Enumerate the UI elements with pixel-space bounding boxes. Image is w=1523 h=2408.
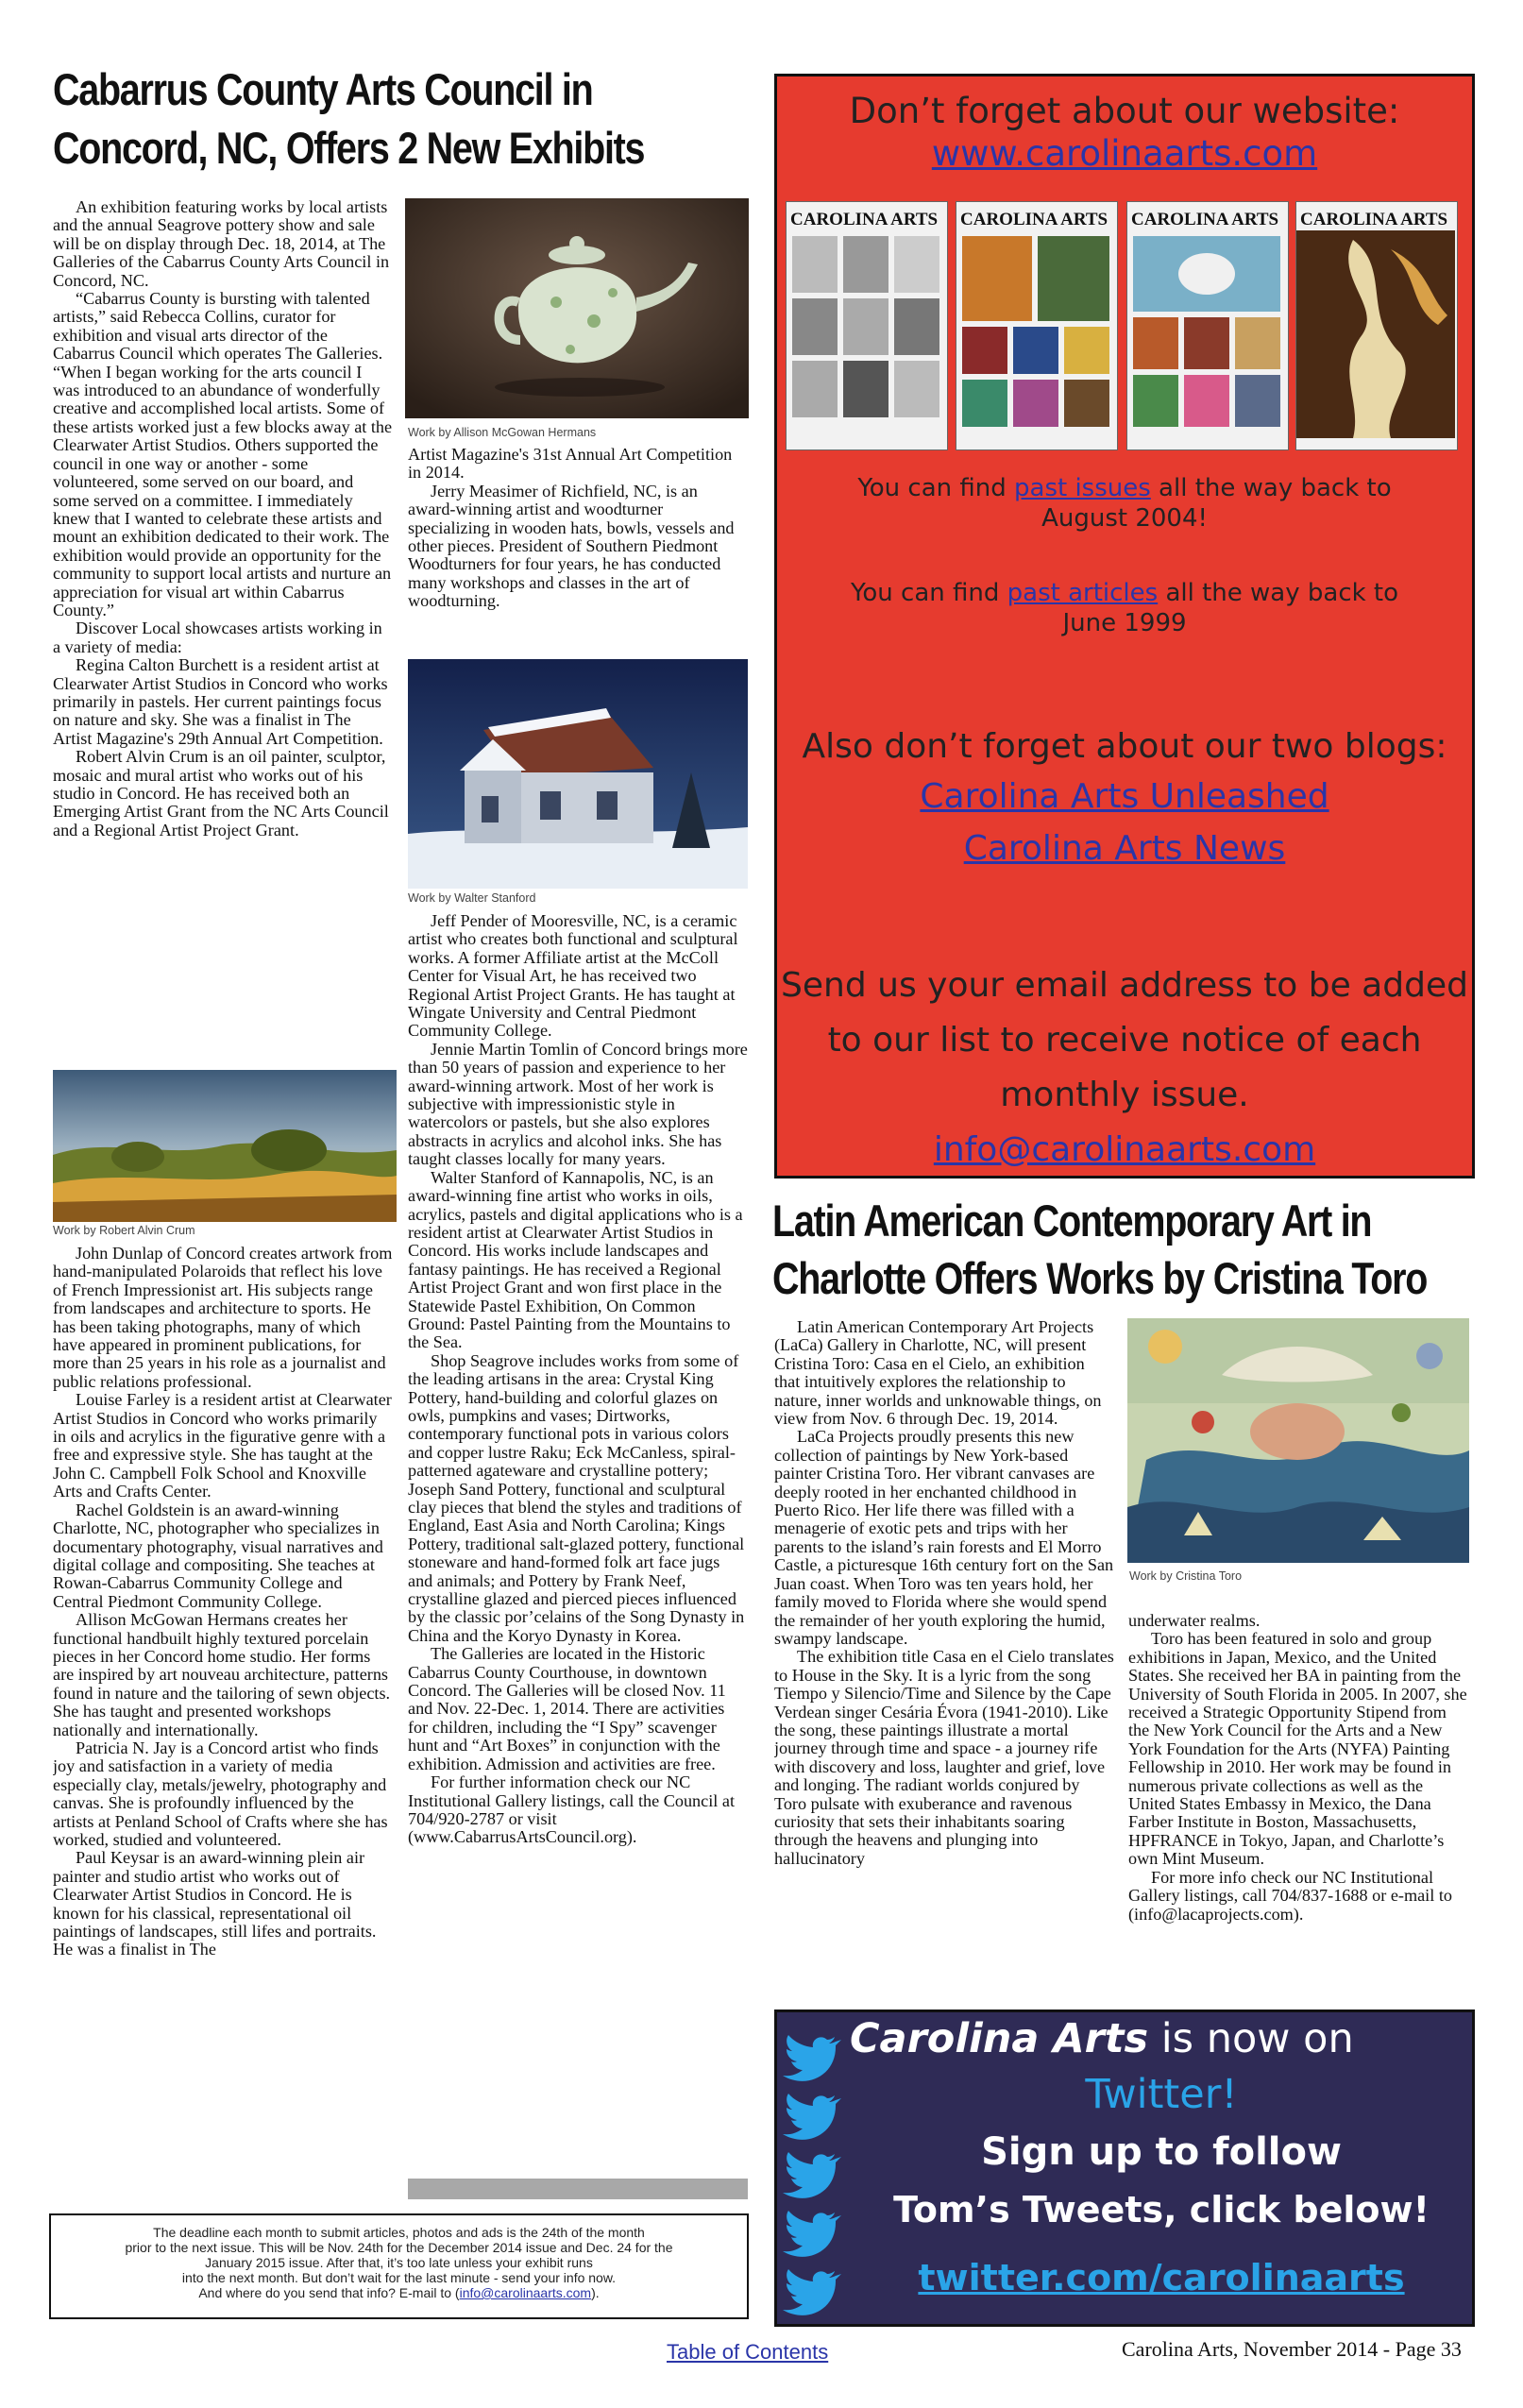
twitter-line3: Sign up to follow <box>981 2130 1342 2174</box>
deadline-line5-post: ). <box>591 2285 600 2300</box>
issue-cover-2[interactable] <box>956 201 1118 450</box>
past-issues-line2: August 2004! <box>1041 504 1208 533</box>
deadline-line5 <box>51 2285 747 2300</box>
paragraph: Patricia N. Jay is a Concord artist who finds joy and satisfaction in a variety of media especially clay, metals/jewelry, photography and canvas. She is profoundly influenced by the artists at Penland School of Crafts where she has worked, studied and volunteered. <box>53 1738 388 1849</box>
photo-cristina-toro <box>1127 1318 1469 1563</box>
article2-title-line1: Latin American Contemporary Art in <box>772 1196 1372 1246</box>
twitter-line4: Tom’s Tweets, click below! <box>893 2189 1430 2230</box>
cover-masthead: CAROLINA ARTS <box>1131 210 1279 229</box>
past-issues-link[interactable]: past issues <box>1014 474 1151 502</box>
twitter-bird-icon <box>783 2094 841 2140</box>
blog-link-news[interactable]: Carolina Arts News <box>963 829 1286 868</box>
footer-toc-line <box>667 2340 828 2365</box>
twitter-line1 <box>850 2015 1473 2062</box>
promo-website-heading: Don’t forget about our website: <box>849 91 1400 131</box>
deadline-line1: The deadline each month to submit articles, photos and ads is the 24th of the month <box>153 2225 645 2240</box>
paragraph: Regina Calton Burchett is a resident artist at Clearwater Artist Studios in Concord who works primarily in pastels. Her current paintings focus on nature and sky. She was a finalist in The Artist Magazine's 29th Annual Art Competition. <box>53 655 388 748</box>
issue-cover-3[interactable] <box>1126 201 1289 450</box>
paragraph: An exhibition featuring works by local artists and the annual Seagrove pottery show and sale will be on display through Dec. 18, 2014, at The Galleries of the Cabarrus County Arts Council in Concord, NC. <box>53 198 390 290</box>
email-line3: monthly issue. <box>1000 1076 1249 1114</box>
twitter-line2: Twitter! <box>1085 2071 1238 2118</box>
paragraph: Artist Magazine's 31st Annual Art Competition in 2014. <box>408 446 733 483</box>
paragraph: Rachel Goldstein is an award-winning Charlotte, NC, photographer who specializes in documentary photography, visual narratives and digital collage and compositing. She teaches at Rowan-Cabarrus Community College and Central Piedmont Community College. <box>53 1500 383 1611</box>
past-articles-line2: June 1999 <box>1062 609 1187 637</box>
twitter-bird-icon <box>783 2211 841 2257</box>
issue-cover-1[interactable] <box>786 201 948 450</box>
blogs-heading: Also don’t forget about our two blogs: <box>802 727 1447 766</box>
paragraph: Jeff Pender of Mooresville, NC, is a ceramic artist who creates both functional and sculptural works. A former Affiliate artist at the McColl Center for Visual Art, he has received two Regional Artist Project Grants. He has taught at Wingate University and Central Piedmont Community College. <box>408 912 738 1041</box>
article1-col1-bottom <box>53 1245 393 2203</box>
paragraph: Latin American Contemporary Art Projects (LaCa) Gallery in Charlotte, NC, will present Cristina Toro: Casa en el Cielo, an exhibition that intuitively explores the relationship to nature, inner worlds and unknowable things, on view from Nov. 6 through Dec. 19, 2014. <box>774 1318 1102 1429</box>
blog-link-unleashed[interactable]: Carolina Arts Unleashed <box>920 777 1329 816</box>
past-issues-pre: You can find <box>857 474 1015 502</box>
past-articles-text <box>777 578 1472 638</box>
deadline-notice-box <box>49 2213 749 2319</box>
paragraph: For more info check our NC Institutional Gallery listings, call 704/837-1688 or e-mail to (info@lacaprojects.com). <box>1128 1867 1452 1924</box>
article1-title-line1: Cabarrus County Arts Council in <box>53 64 593 114</box>
blog-link-news-line <box>777 829 1472 868</box>
email-line2: to our list to receive notice of each <box>827 1021 1422 1060</box>
article2-title-line2: Charlotte Offers Works by Cristina Toro <box>772 1253 1428 1303</box>
cover-masthead: CAROLINA ARTS <box>1300 210 1448 229</box>
paragraph: The exhibition title Casa en el Cielo translates to House in the Sky. It is a lyric from the song Tiempo y Silencio/Time and Silence by the Cape Verdean singer Cesária Évora (1941-2010). Like the song, these paintings illustrate a mortal journey through time and space - a journey rife with discovery and loss, laughter and grief, love and longing. The radiant worlds conjured by Toro pulsate with exuberance and ravenous curiosity that sets their inhabitants soaring through the heavens and plunging into hallucinatory <box>774 1647 1114 1868</box>
twitter-link[interactable]: twitter.com/carolinaarts <box>918 2257 1405 2298</box>
paragraph: Jerry Measimer of Richfield, NC, is an award-winning artist and woodturner specializing in wooden hats, bowls, vessels and other pieces. President of Southern Piedmont Woodturners for four years, he has conducted many workshops and classes in the art of woodturning. <box>408 481 735 611</box>
deadline-line5-pre: And where do you send that info? E-mail to ( <box>198 2285 460 2300</box>
paragraph: Shop Seagrove includes works from some of the leading artisans in the area: Crystal King Pottery, hand-building and colorful glazes on owls, pumpkins and vases; Dirtworks, contemporary functional pots in various colors and copper lustre Raku; Eck McCanless, spiral-patterned agateware and crystalline pottery; Joseph Sand Pottery, functional and sculptural clay pieces that blend the styles and traditions of England, East Asia and North Carolina; Kings Pottery, traditional salt-glazed pottery, functional stoneware and hand-formed folk art face jugs and animals; and Pottery by Frank Neef, crystalline glazed and pierced pieces influenced by the classic por’celains of the Song Dynasty in China and the Koryo Dynasty in Korea. <box>408 1350 745 1645</box>
past-articles-post: all the way back to <box>1158 579 1399 607</box>
article1-title-line2: Concord, NC, Offers 2 New Exhibits <box>53 123 645 173</box>
twitter-link-line <box>850 2257 1473 2298</box>
caption-allison-mcgowan-hermans: Work by Allison McGowan Hermans <box>408 426 597 439</box>
email-line1: Send us your email address to be added <box>781 966 1468 1005</box>
twitter-bird-icon <box>783 2152 841 2198</box>
paragraph: “Cabarrus County is bursting with talented artists,” said Rebecca Collins, curator for exhibition and visual arts director of the Cabarrus Council which operates The Galleries. “When I began working for the arts council I was introduced to an abundance of wonderfully creative and accomplished local artists. Some of these artists worked just a few blocks away at the Clearwater Artist Studios. Others supported the council in one way or another - some volunteered, some served on our board, and some served on a committee. I immediately knew that I wanted to celebrate these artists and mount an exhibition dedicated to their work. The exhibition would provide an opportunity for the community to support local artists and nurture an appreciation for visual art within Cabarrus County.” <box>53 289 393 619</box>
paragraph: LaCa Projects proudly presents this new collection of paintings by New York-based painter Cristina Toro. Her vibrant canvases are deeply rooted in her enchanted childhood in Puerto Rico. Her life there was filled with a menagerie of exotic pets and trips with her parents to the island’s rain forests and El Morro Castle, a picturesque 16th century fort on the San Juan coast. When Toro was ten years hold, her family moved to Florida where she would spend the remainder of her youth exploring the humid, swampy landscape. <box>774 1427 1114 1648</box>
caption-robert-alvin-crum: Work by Robert Alvin Crum <box>53 1224 195 1237</box>
caption-walter-stanford: Work by Walter Stanford <box>408 891 536 905</box>
deadline-line4: into the next month. But don’t wait for the last minute - send your info now. <box>181 2270 617 2285</box>
twitter-bird-icon <box>783 2035 841 2081</box>
email-signup-text <box>777 958 1472 1178</box>
table-of-contents-link[interactable]: Table of Contents <box>667 2340 829 2364</box>
paragraph: Walter Stanford of Kannapolis, NC, is an award-winning fine artist who works in oils, acrylics, pastels and digital applications who is a resident artist at Clearwater Artist Studios in Concord. His works include landscapes and fantasy paintings. He has received a Regional Artist Project Grant and won first place in the Statewide Pastel Exhibition, On Common Ground: Pastel Painting from the Mountains to the Sea. <box>408 1167 743 1352</box>
past-issues-text <box>777 473 1472 534</box>
paragraph: Discover Local showcases artists working in a variety of media: <box>53 619 382 656</box>
paragraph: The Galleries are located in the Historic Cabarrus County Courthouse, in downtown Concord. The Galleries will be closed Nov. 11 and Nov. 22-Dec. 1, 2014. There are activities for children, including the “I Spy” scavenger hunt and “Art Boxes” in conjunction with the exhibition. Admission and activities are free. <box>408 1644 726 1773</box>
paragraph: Louise Farley is a resident artist at Clearwater Artist Studios in Concord who works primarily in oils and acrylics in the figurative genre with a free and expressive style. She has taught at the John C. Campbell Folk School and Knoxville Arts and Crafts Center. <box>53 1390 392 1501</box>
deadline-email-link[interactable]: info@carolinaarts.com <box>459 2285 592 2300</box>
paragraph: Toro has been featured in solo and group exhibitions in Japan, Mexico, and the United States. She received her BA in painting from the University of South Florida in 2005. In 2007, she received a Strategic Opportunity Stipend from the New York Council for the Arts and a New York Foundation for the Arts (NYFA) Painting Fellowship in 2010. Her work may be found in numerous private collections as well as the United States Embassy in Mexico, the Dana Farber Institute in Boston, Massachusetts, HPFRANCE in Tokyo, Japan, and Charlotte’s own Mint Museum. <box>1128 1629 1467 1869</box>
deadline-line2: prior to the next issue. This will be Nov. 24th for the December 2014 issue and Dec. 24 for the <box>125 2240 673 2255</box>
paragraph: Robert Alvin Crum is an oil painter, sculptor, mosaic and mural artist who works out of his studio in Concord. He has received both an Emerging Artist Grant from the NC Arts Council and a Regional Artist Project Grant. <box>53 747 389 839</box>
article1-col2-mid <box>408 446 748 658</box>
paragraph: underwater realms. <box>1128 1612 1261 1630</box>
article1-end-bar <box>408 2179 748 2199</box>
paragraph: Jennie Martin Tomlin of Concord brings more than 50 years of passion and experience to her award-winning artwork. Most of her work is subjective with impressionistic style in watercolors or pastels, but she also explores abstracts in acrylics and alcohol inks. She has taught classes locally for many years. <box>408 1039 748 1169</box>
cover-masthead: CAROLINA ARTS <box>790 210 939 229</box>
article1-col1-top <box>53 198 393 1067</box>
paragraph: For further information check our NC Institutional Gallery listings, call the Council at 704/920-2787 or visit (www.CabarrusArtsCouncil.org). <box>408 1772 736 1847</box>
footer-page-info: Carolina Arts, November 2014 - Page 33 <box>1122 2337 1462 2361</box>
paragraph: Allison McGowan Hermans creates her functional handbuilt highly textured porcelain pieces in her Concord home studio. Her forms are inspired by art nouveau architecture, patterns found in nature and the tailoring of sewn objects. She has taught and presented workshops nationally and internationally. <box>53 1610 391 1739</box>
blog-link-unleashed-line <box>777 777 1472 816</box>
twitter-bird-icon <box>783 2269 841 2315</box>
cover-masthead: CAROLINA ARTS <box>960 210 1108 229</box>
promo-website-line <box>777 133 1472 174</box>
past-issues-post: all the way back to <box>1150 474 1392 502</box>
article2-col2 <box>1128 1612 1468 1999</box>
issue-cover-4[interactable] <box>1295 201 1458 450</box>
website-link[interactable]: www.carolinaarts.com <box>931 133 1318 174</box>
past-articles-link[interactable]: past articles <box>1007 579 1159 607</box>
deadline-line3: January 2015 issue. After that, it’s too late unless your exhibit runs <box>205 2255 593 2270</box>
article1-col2-bottom <box>408 912 748 2175</box>
photo-walter-stanford <box>408 659 748 889</box>
past-articles-pre: You can find <box>850 579 1007 607</box>
photo-robert-alvin-crum <box>53 1070 397 1222</box>
caption-cristina-toro: Work by Cristina Toro <box>1129 1569 1243 1583</box>
paragraph: Paul Keysar is an award-winning plein air painter and studio artist who works out of Clearwater Artist Studios in Concord. He is known for his classical, representational oil paintings of landscapes, still lifes and portraits. He was a finalist in The <box>53 1848 377 1959</box>
article2-col1 <box>774 1318 1114 1998</box>
email-signup-link[interactable]: info@carolinaarts.com <box>933 1130 1316 1169</box>
twitter-brand: Carolina Arts <box>850 2015 1149 2062</box>
twitter-line1-rest: is now on <box>1148 2015 1354 2062</box>
paragraph: John Dunlap of Concord creates artwork from hand-manipulated Polaroids that reflect his love of French Impressionist art. His subjects range from landscapes and architecture to sports. He has been taking photographs, many of which have appeared in prominent publications, for more than 25 years in his role as a journalist and public relations professional. <box>53 1245 393 1391</box>
photo-allison-mcgowan-hermans <box>405 198 749 418</box>
